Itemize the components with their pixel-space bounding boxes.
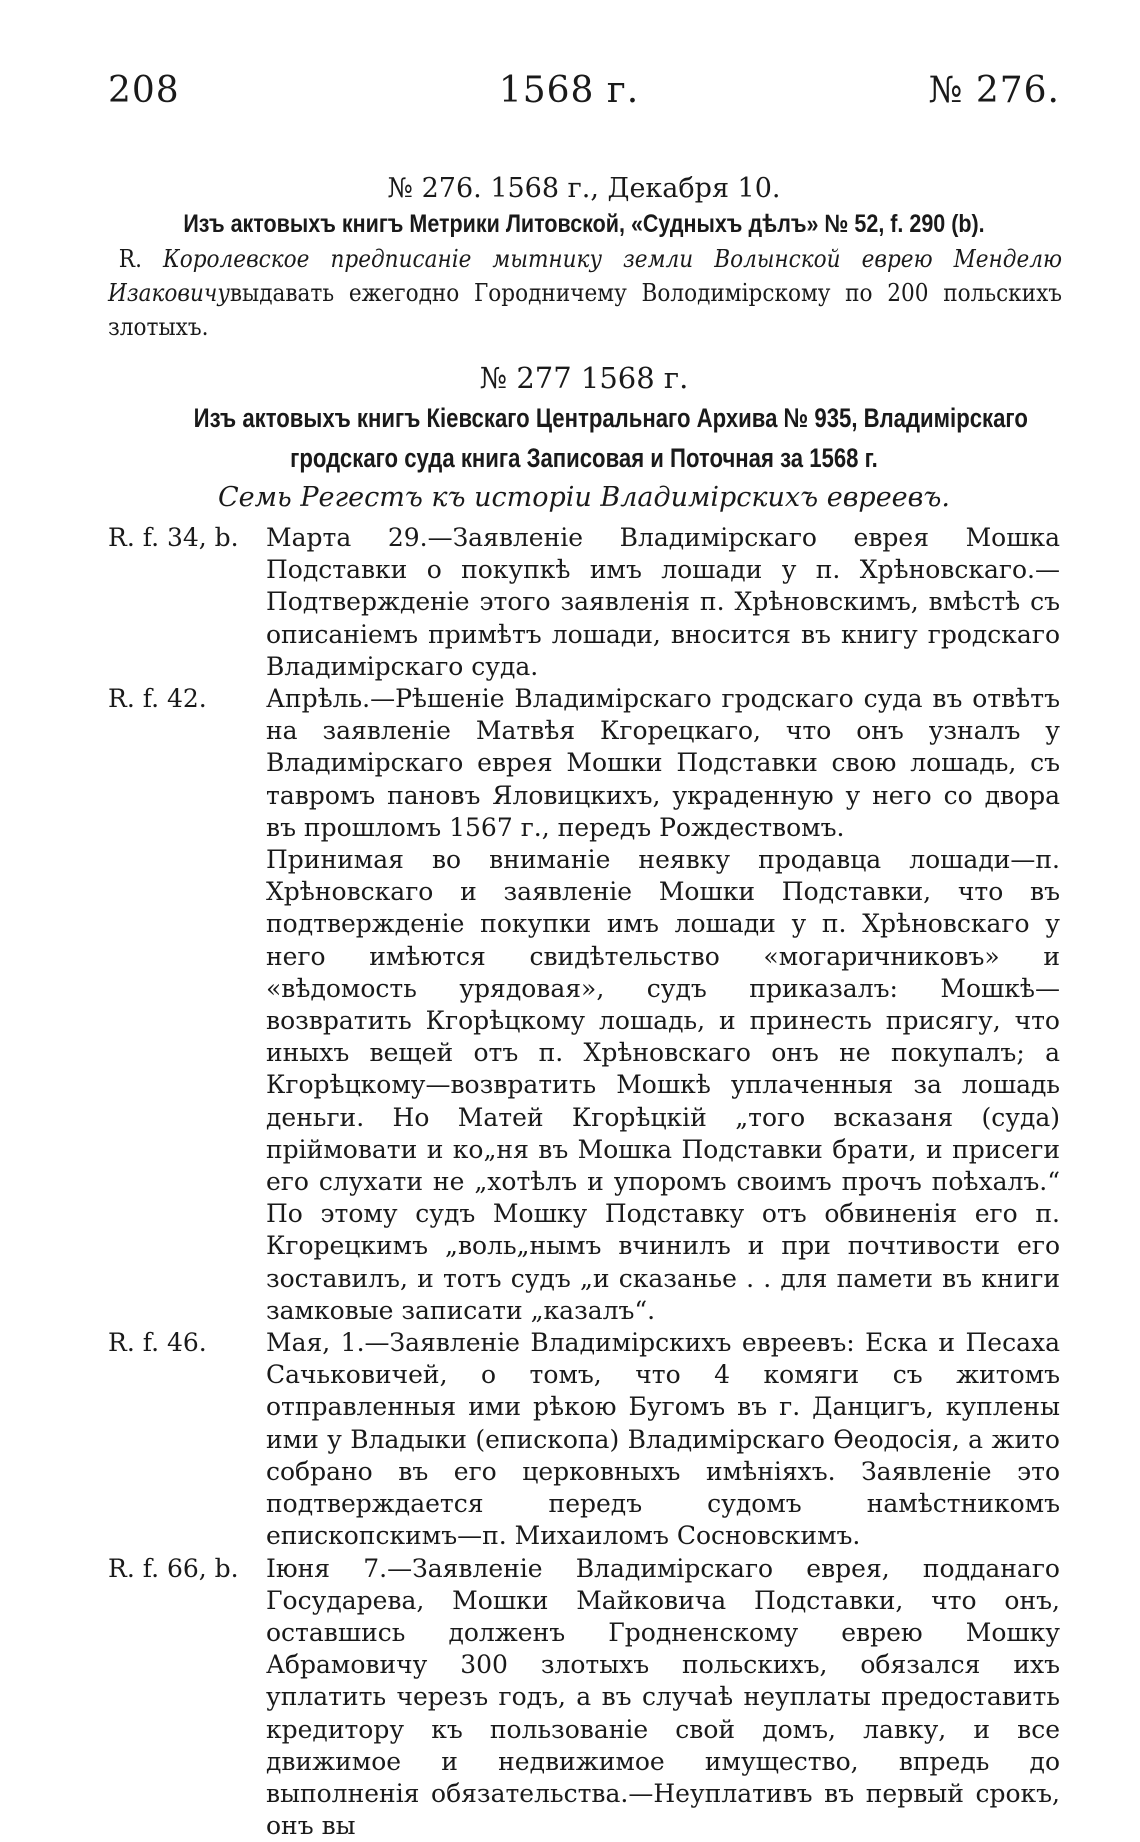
entry-paragraph: Іюня 7.—Заявленіе Владимірскаго еврея, подданаго Государева, Мошки Майковича Подставки, что онъ, оставшись долженъ Гродненскому еврею Мошку Абрамовичу 300 злотыхъ польскихъ, обязался ихъ уплатить черезъ годъ, а въ случаѣ неуплаты предоставить кредитору къ пользованіе свой домъ, лавку, и все движимое и недвижимое имущество, впредь до выполненія обязательства.—Неуплативъ въ первый срокъ, онъ вы xyxy=(266,1553,1060,1842)
running-year: 1568 г. xyxy=(499,70,639,111)
doc-277-subtitle: Семь Регестъ къ исторіи Владимірскихъ евреевъ. xyxy=(108,478,1060,518)
regest-entry xyxy=(108,522,1060,683)
regest-entry xyxy=(108,1327,1060,1552)
doc-276-source: Изъ актовыхъ книгъ Метрики Литовской, «Судныхъ дѣлъ» № 52, f. 290 (b). xyxy=(175,206,994,242)
entry-paragraph: Апрѣль.—Рѣшеніе Владимірскаго гродскаго суда въ отвѣтъ на заявленіе Матвѣя Кгорецкаго, что онъ узналъ у Владимірскаго еврея Мошки Подставки свою лошадь, съ тавромъ пановъ Яловицкихъ, украденную у него со двора въ прошломъ 1567 г., передъ Рождествомъ. xyxy=(266,683,1060,844)
entry-body xyxy=(266,522,1060,683)
entry-reference: R. f. 46. xyxy=(108,1327,266,1552)
doc-277-source-line1: Изъ актовыхъ книгъ Кіевскаго Центральнаго Архива № 935, Владимірскаго xyxy=(194,398,975,438)
entry-reference: R. f. 34, b. xyxy=(108,522,266,683)
entry-reference: R. f. 66, b. xyxy=(108,1553,266,1842)
running-head xyxy=(108,70,1060,130)
regest-entry xyxy=(108,683,1060,1327)
page-number: 208 xyxy=(108,70,180,111)
entry-reference: R. f. 42. xyxy=(108,683,266,1327)
doc-276-summary-ref: R. xyxy=(119,245,142,273)
entry-body xyxy=(266,683,1060,1327)
regest-entry xyxy=(108,1553,1060,1842)
doc-277-heading: № 277 1568 г. xyxy=(108,358,1060,398)
entry-paragraph: Мая, 1.—Заявленіе Владимірскихъ евреевъ: Еска и Песаха Сачьковичей, о томъ, что 4 комяги съ житомъ отправленныя ими рѣкою Бугомъ въ г. Данцигъ, куплены ими у Владыки (епископа) Владимірскаго Ѳеодосія, а жито собрано въ его церковныхъ имѣніяхъ. Заявленіе это подтверждается передъ судомъ намѣстникомъ епископскимъ—п. Михаиломъ Сосновскимъ. xyxy=(266,1327,1060,1552)
entry-body xyxy=(266,1553,1060,1842)
doc-276-summary xyxy=(108,242,1062,344)
doc-277-source-line2: гродскаго суда книга Записовая и Поточная за 1568 г. xyxy=(194,438,975,478)
entry-paragraph: Марта 29.—Заявленіе Владимірскаго еврея Мошка Подставки о покупкѣ имъ лошади у п. Хрѣновскаго.—Подтвержденіе этого заявленія п. Хрѣновскимъ, вмѣстѣ съ описаніемъ примѣтъ лошади, вносится въ книгу гродскаго Владимірскаго суда. xyxy=(266,522,1060,683)
doc-276-summary-italic: Королевское предписаніе мытнику земли Волынской еврею Менделю Изаковичу xyxy=(108,245,1062,307)
doc-276-heading: № 276. 1568 г., Декабря 10. xyxy=(108,172,1060,206)
entry-paragraph: Принимая во вниманіе неявку продавца лошади—п. Хрѣновскаго и заявленіе Мошки Подставки, что въ подтвержденіе покупки имъ лошади у п. Хрѣновскаго у него имѣются свидѣтельство «могаричниковъ» и «вѣдомость урядовая», судъ приказалъ: Мошкѣ—возвратить Кгорѣцкому лошадь, и принесть присягу, что иныхъ вещей отъ п. Хрѣновскаго онъ не покупалъ; а Кгорѣцкому—возвратить Мошкѣ уплаченныя за лошадь деньги. Но Матей Кгорѣцкій „того всказаня (суда) пріймовати и ко„ня въ Мошка Подставки брати, и присеги его слухати не „хотѣлъ и упоромъ своимъ прочъ поѣхалъ.“ По этому судъ Мошку Подставку отъ обвиненія его п. Кгорецкимъ „воль„нымъ вчинилъ и при почтивости его зоставилъ, и тотъ судъ „и сказанье . . для памети въ книги замковые записати „казалъ“. xyxy=(266,844,1060,1327)
doc-276-summary-rest: выдавать ежегодно Городничему Володимірскому по 200 польскихъ злотыхъ. xyxy=(108,279,1062,341)
running-doc-number: № 276. xyxy=(928,70,1060,111)
entry-body xyxy=(266,1327,1060,1552)
